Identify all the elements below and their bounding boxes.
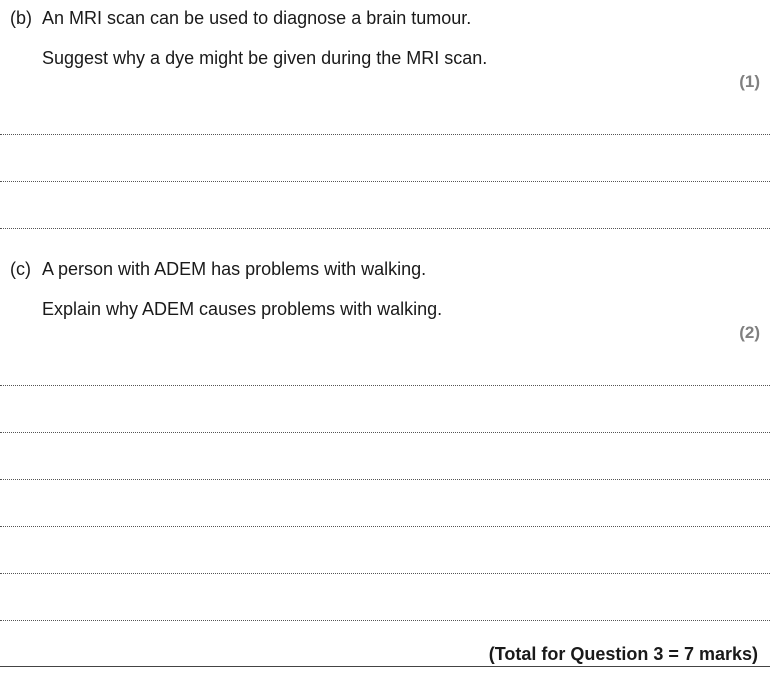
part-c-label: (c) (10, 259, 31, 279)
part-c-answer-line-3[interactable] (0, 479, 770, 480)
part-b-answer-line-3[interactable] (0, 228, 770, 229)
part-b-question: Suggest why a dye might be given during the MRI scan. (42, 48, 488, 68)
part-b-marks: (1) (739, 72, 760, 91)
question-total: (Total for Question 3 = 7 marks) (488, 644, 758, 664)
part-c-statement: A person with ADEM has problems with walking. (42, 259, 427, 279)
bottom-rule (0, 666, 770, 667)
part-c-question: Explain why ADEM causes problems with walking. (42, 299, 443, 319)
part-c-answer-line-4[interactable] (0, 526, 770, 527)
part-b-label: (b) (10, 8, 32, 28)
part-c-answer-line-1[interactable] (0, 385, 770, 386)
part-b-answer-line-2[interactable] (0, 181, 770, 182)
part-b-answer-line-1[interactable] (0, 134, 770, 135)
part-c-answer-line-2[interactable] (0, 432, 770, 433)
part-c-marks: (2) (739, 323, 760, 342)
part-c-answer-line-5[interactable] (0, 573, 770, 574)
part-c-answer-line-6[interactable] (0, 620, 770, 621)
part-b-statement: An MRI scan can be used to diagnose a brain tumour. (42, 8, 472, 28)
